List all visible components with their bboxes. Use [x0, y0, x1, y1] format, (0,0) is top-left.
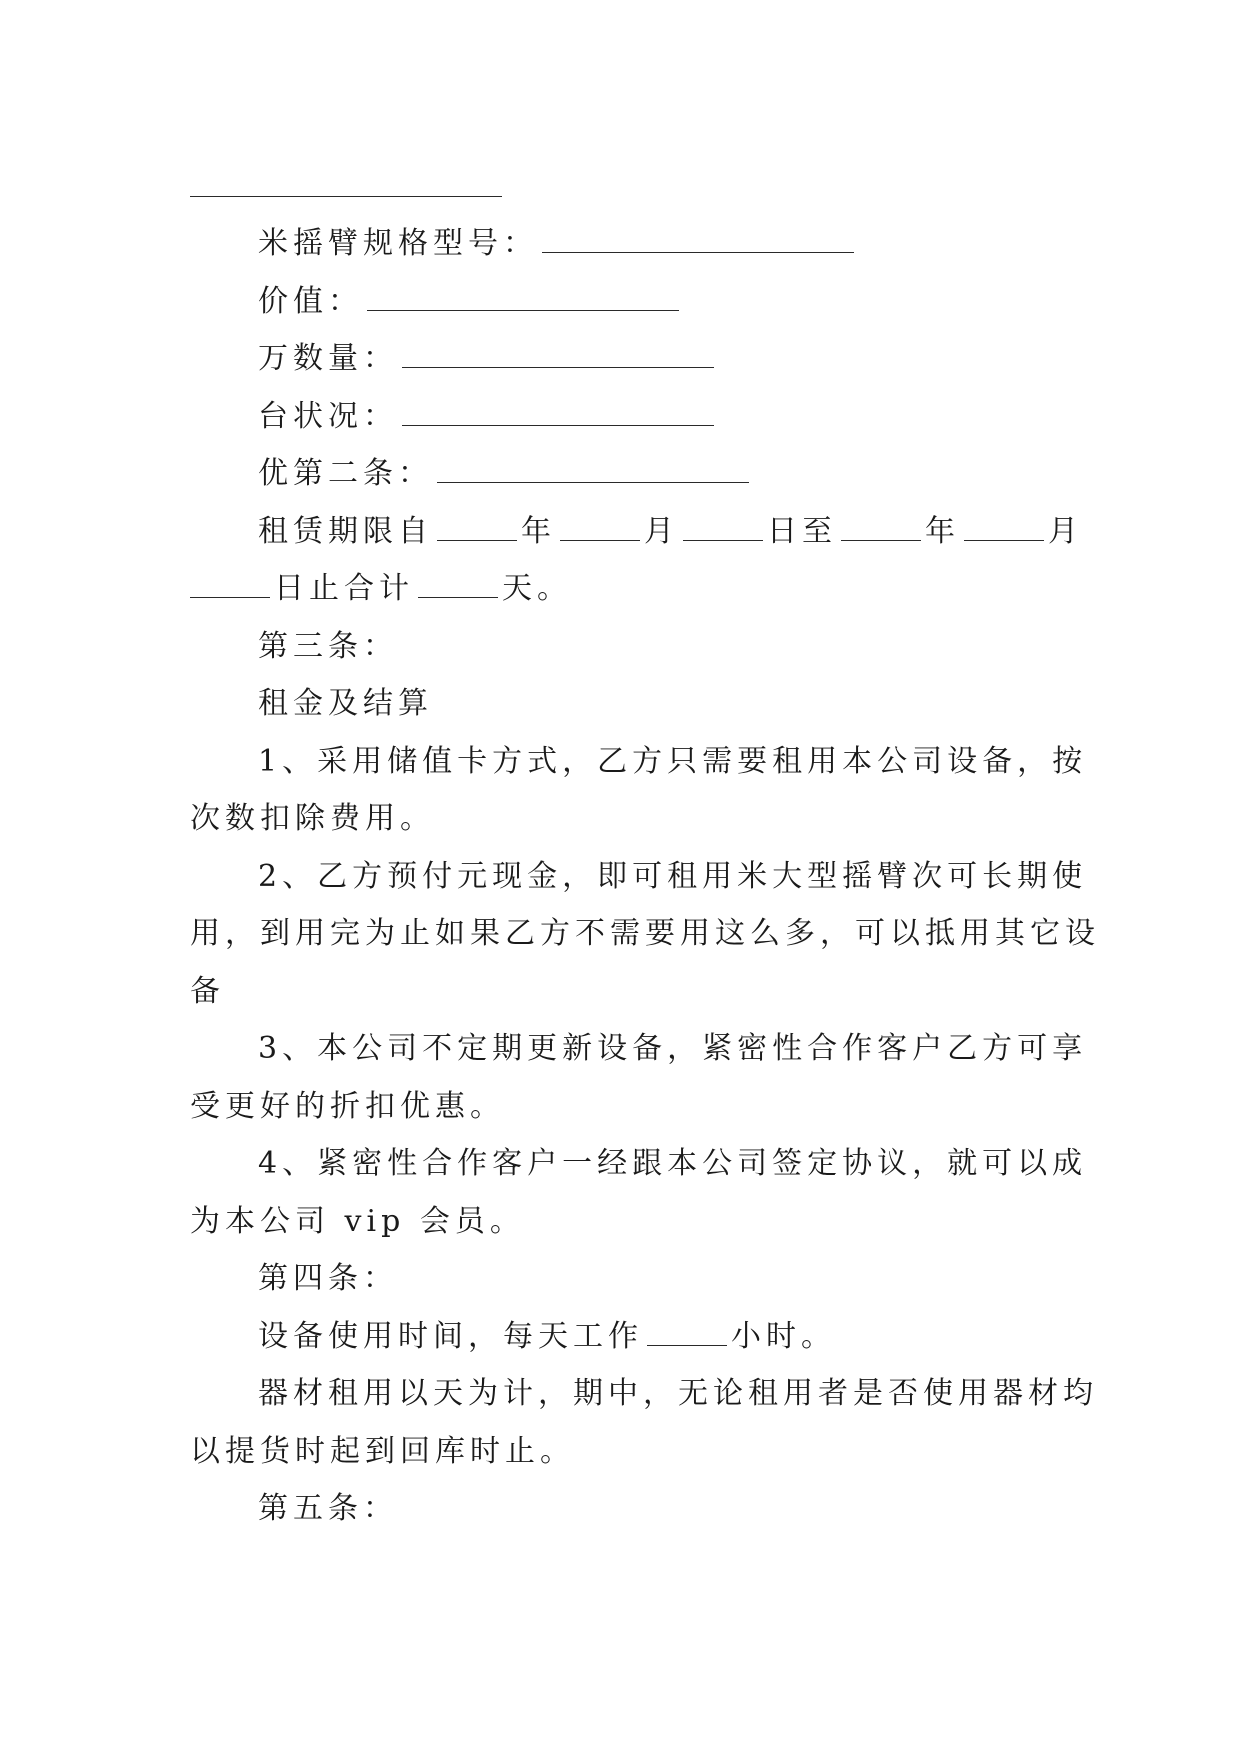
lease-month1-blank	[560, 516, 640, 541]
hours-unit: 小时。	[731, 1319, 836, 1354]
value-blank	[367, 286, 679, 311]
value-label: 价值：	[258, 284, 363, 319]
lease-month1-text: 月	[644, 514, 679, 549]
lease-days-text: 天。	[502, 571, 572, 606]
lease-day-to-text: 日至	[767, 514, 837, 549]
lease-year1-blank	[437, 516, 517, 541]
top-blank-line	[190, 196, 502, 197]
article2-line	[258, 456, 749, 492]
value-line	[258, 284, 679, 320]
lease-line-2	[190, 571, 572, 607]
lease-month2-blank	[964, 516, 1044, 541]
condition-line	[258, 399, 714, 435]
item2-line-3: 备	[190, 974, 225, 1009]
item2-line-2: 用，到用完为止如果乙方不需要用这么多，可以抵用其它设	[190, 916, 1100, 951]
item4-line-2: 为本公司 vip 会员。	[190, 1204, 525, 1239]
lease-day2-blank	[190, 573, 270, 598]
spec-label: 米摇臂规格型号：	[258, 226, 538, 261]
lease-day1-blank	[683, 516, 763, 541]
quantity-label: 万数量：	[258, 341, 398, 376]
rent-heading: 租金及结算	[258, 686, 433, 721]
item2-line-1: 2、乙方预付元现金，即可租用米大型摇臂次可长期使	[258, 859, 1088, 894]
condition-label: 台状况：	[258, 399, 398, 434]
lease-label: 租赁期限自	[258, 514, 433, 549]
condition-blank	[402, 401, 714, 426]
spec-blank	[542, 228, 854, 253]
spec-line	[258, 226, 854, 262]
hours-label: 设备使用时间，每天工作	[258, 1319, 643, 1354]
item1-line-1: 1、采用储值卡方式，乙方只需要租用本公司设备，按	[258, 744, 1088, 779]
lease-month2-text: 月	[1048, 514, 1083, 549]
equip-line-1: 器材租用以天为计，期中，无论租用者是否使用器材均	[258, 1376, 1098, 1411]
item1-line-2: 次数扣除费用。	[190, 801, 435, 836]
lease-line-1	[258, 514, 1083, 550]
hours-line	[258, 1319, 836, 1355]
quantity-blank	[402, 343, 714, 368]
lease-days-blank	[418, 573, 498, 598]
equip-line-2: 以提货时起到回库时止。	[190, 1434, 575, 1469]
article2-label: 优第二条：	[258, 456, 433, 491]
lease-year1-text: 年	[521, 514, 556, 549]
item3-line-2: 受更好的折扣优惠。	[190, 1089, 505, 1124]
article3-heading: 第三条：	[258, 629, 398, 664]
lease-year2-text: 年	[925, 514, 960, 549]
hours-blank	[647, 1321, 727, 1346]
item4-line-1: 4、紧密性合作客户一经跟本公司签定协议，就可以成	[258, 1146, 1088, 1181]
lease-year2-blank	[841, 516, 921, 541]
item3-line-1: 3、本公司不定期更新设备，紧密性合作客户乙方可享	[258, 1031, 1088, 1066]
lease-end-text: 日止合计	[274, 571, 414, 606]
article2-blank	[437, 458, 749, 483]
article4-heading: 第四条：	[258, 1261, 398, 1296]
article5-heading: 第五条：	[258, 1491, 398, 1526]
quantity-line	[258, 341, 714, 377]
